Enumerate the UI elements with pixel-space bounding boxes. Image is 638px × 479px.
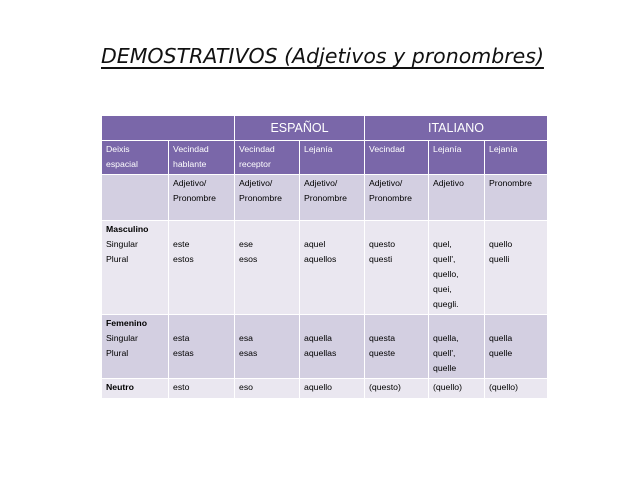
type-row-cell — [102, 175, 169, 221]
col-headers-cell — [485, 141, 548, 175]
masculino-row-cell — [365, 221, 429, 315]
cell-text — [369, 222, 425, 237]
femenino-row-cell — [485, 315, 548, 379]
cell-text: espacial — [106, 159, 138, 169]
column-header-row — [102, 141, 548, 175]
cell-text — [304, 222, 361, 237]
cell-text — [304, 316, 361, 331]
cell-text: (questo) — [369, 382, 401, 392]
cell-text — [173, 316, 231, 331]
cell-text: (quello) — [433, 382, 462, 392]
masculino-row — [102, 221, 548, 315]
cell-text: Femenino — [106, 318, 148, 328]
cell-text: hablante — [173, 159, 207, 169]
cell-text: Adjetivo/ — [173, 178, 207, 188]
neutro-row — [102, 379, 548, 399]
cell-text: Vecindad — [369, 144, 405, 154]
neutro-row-cell — [169, 379, 235, 399]
masculino-row-cell — [102, 221, 169, 315]
cell-text: Pronombre — [239, 193, 282, 203]
cell-text: eso — [239, 382, 254, 392]
neutro-row-cell — [429, 379, 485, 399]
cell-text: quell', — [433, 348, 456, 358]
italiano-header: ITALIANO — [365, 116, 548, 141]
cell-text: estos — [173, 254, 194, 264]
slide-title: DEMOSTRATIVOS (Adjetivos y pronombres) — [101, 44, 544, 68]
cell-text — [106, 176, 165, 191]
cell-text: esas — [239, 348, 258, 358]
cell-text — [239, 222, 296, 237]
cell-text: Pronombre — [369, 193, 412, 203]
masculino-row-cell — [169, 221, 235, 315]
cell-text: esos — [239, 254, 258, 264]
cell-text: esta — [173, 333, 190, 343]
cell-text: quella — [489, 333, 513, 343]
cell-text: aquellas — [304, 348, 337, 358]
col-headers-cell — [169, 141, 235, 175]
cell-text: quegli. — [433, 299, 459, 309]
cell-text — [489, 222, 544, 237]
cell-text: aquel — [304, 239, 326, 249]
cell-text: Lejanía — [433, 144, 462, 154]
cell-text: quelli — [489, 254, 510, 264]
cell-text: Adjetivo/ — [369, 178, 403, 188]
cell-text: Pronombre — [304, 193, 347, 203]
cell-text: esa — [239, 333, 254, 343]
col-headers-cell — [300, 141, 365, 175]
cell-text: Adjetivo/ — [304, 178, 338, 188]
type-row-cell — [429, 175, 485, 221]
cell-text: quel, — [433, 239, 452, 249]
espanol-header: ESPAÑOL — [235, 116, 365, 141]
cell-text: este — [173, 239, 190, 249]
cell-text — [433, 316, 481, 331]
cell-text: Pronombre — [173, 193, 216, 203]
cell-text: aquellos — [304, 254, 337, 264]
neutro-row-cell — [235, 379, 300, 399]
cell-text: queste — [369, 348, 396, 358]
cell-text: quelle — [433, 363, 457, 373]
cell-text: Singular — [106, 333, 138, 343]
col-headers-cell — [429, 141, 485, 175]
cell-text: Neutro — [106, 382, 134, 392]
col-headers-cell — [235, 141, 300, 175]
neutro-row-cell — [300, 379, 365, 399]
cell-text — [173, 222, 231, 237]
masculino-row-cell — [429, 221, 485, 315]
cell-text: aquello — [304, 382, 333, 392]
cell-text: Singular — [106, 239, 138, 249]
cell-text: Deixis — [106, 144, 130, 154]
cell-text: Masculino — [106, 224, 149, 234]
cell-text — [369, 316, 425, 331]
col-headers-cell — [365, 141, 429, 175]
masculino-row-cell — [300, 221, 365, 315]
femenino-row-cell — [169, 315, 235, 379]
cell-text: Vecindad — [173, 144, 209, 154]
type-row-cell — [300, 175, 365, 221]
cell-text: estas — [173, 348, 194, 358]
cell-text: questa — [369, 333, 396, 343]
femenino-row-cell — [365, 315, 429, 379]
type-row — [102, 175, 548, 221]
cell-text: ese — [239, 239, 254, 249]
col-headers-cell — [102, 141, 169, 175]
cell-text: questi — [369, 254, 393, 264]
cell-text: Adjetivo/ — [239, 178, 273, 188]
cell-text: quella, — [433, 333, 459, 343]
cell-text: Pronombre — [489, 178, 532, 188]
cell-text: quello, — [433, 269, 459, 279]
femenino-row — [102, 315, 548, 379]
cell-text: (quello) — [489, 382, 518, 392]
cell-text: esto — [173, 382, 190, 392]
cell-text: quelle — [489, 348, 513, 358]
demonstratives-table — [101, 115, 548, 399]
group-header-row — [102, 116, 548, 141]
cell-text: Lejanía — [489, 144, 518, 154]
neutro-row-cell — [485, 379, 548, 399]
femenino-row-cell — [429, 315, 485, 379]
type-row-cell — [485, 175, 548, 221]
cell-text: questo — [369, 239, 396, 249]
cell-text: quell', — [433, 254, 456, 264]
cell-text: Adjetivo — [433, 178, 464, 188]
neutro-row-cell — [102, 379, 169, 399]
type-row-cell — [169, 175, 235, 221]
cell-text: receptor — [239, 159, 271, 169]
cell-text — [239, 316, 296, 331]
masculino-row-cell — [235, 221, 300, 315]
femenino-row-cell — [235, 315, 300, 379]
cell-text: Lejanía — [304, 144, 333, 154]
cell-text: Plural — [106, 348, 129, 358]
cell-text: quello — [489, 239, 513, 249]
cell-text — [433, 222, 481, 237]
empty-header-cell — [102, 116, 235, 141]
cell-text — [489, 316, 544, 331]
cell-text: aquella — [304, 333, 333, 343]
cell-text: Plural — [106, 254, 129, 264]
cell-text: Vecindad — [239, 144, 275, 154]
cell-text: quei, — [433, 284, 452, 294]
femenino-row-cell — [300, 315, 365, 379]
femenino-row-cell — [102, 315, 169, 379]
masculino-row-cell — [485, 221, 548, 315]
neutro-row-cell — [365, 379, 429, 399]
type-row-cell — [235, 175, 300, 221]
type-row-cell — [365, 175, 429, 221]
